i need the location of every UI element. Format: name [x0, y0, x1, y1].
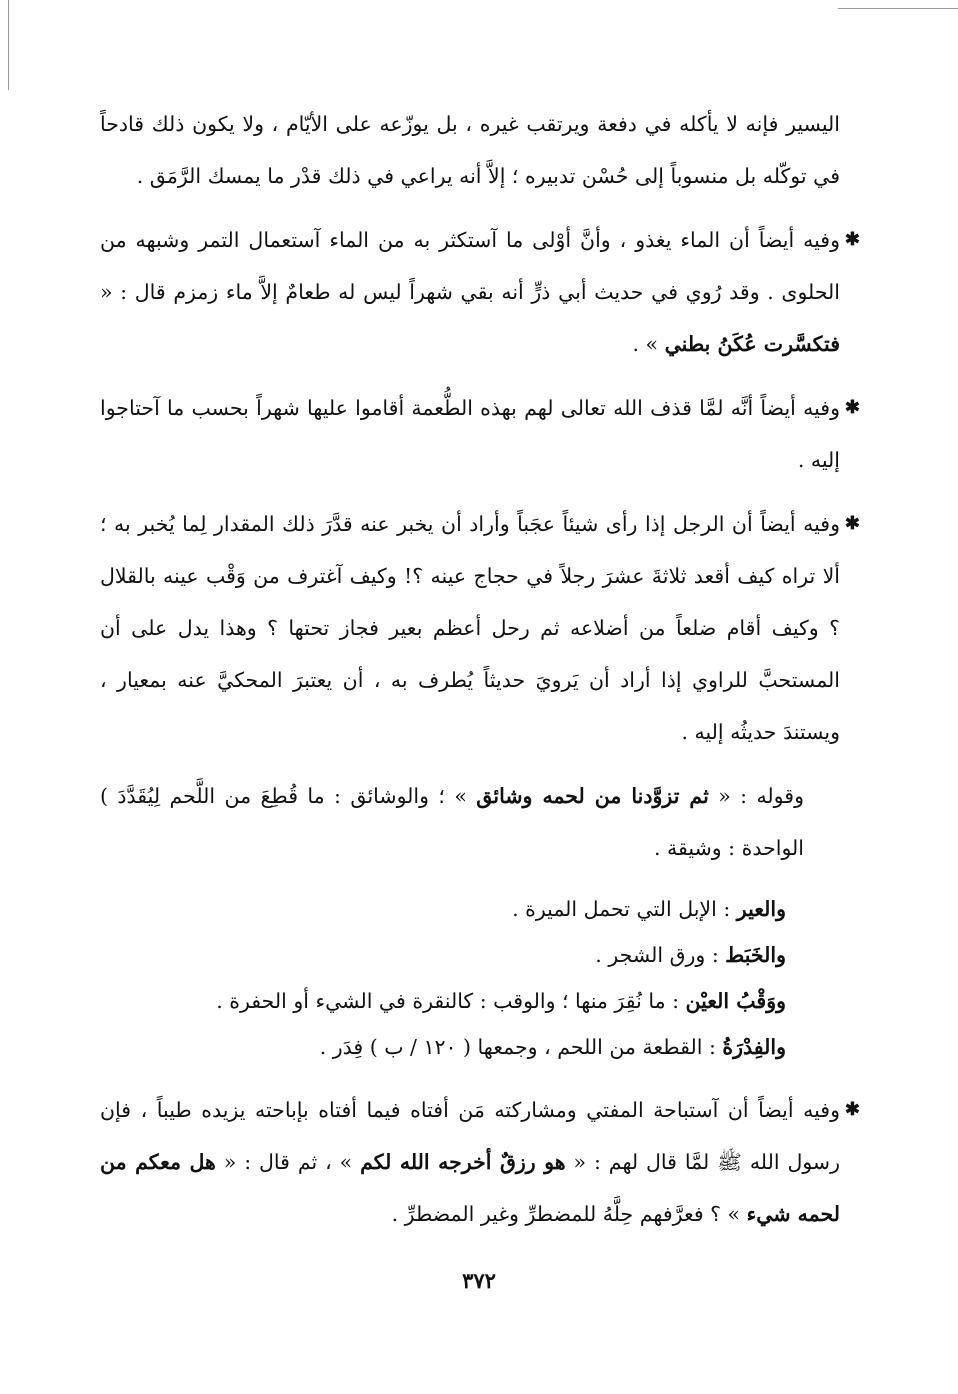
glossary-definition: : القطعة من اللحم ، وجمعها ( ١٢٠ / ب ) فِدَر . — [319, 1035, 723, 1059]
paragraph-3-text: وفيه أيضاً أنَّه لمَّا قذف الله تعالى لهم بهذه الطُّعمة أقاموا عليها شهراً بحسب ما آحتاجوا إليه . — [100, 396, 840, 472]
bullet-star-icon: ✱ — [844, 229, 860, 250]
paragraph-4 — [100, 498, 860, 758]
paragraph-1 — [100, 98, 840, 202]
glossary-list — [100, 886, 840, 1070]
glossary-item — [100, 1024, 786, 1070]
glossary-definition: : الإبل التي تحمل الميرة . — [512, 897, 737, 921]
paragraph-5-text: وقوله : « — [718, 784, 804, 808]
bullet-star-icon: ✱ — [844, 397, 860, 418]
paragraph-6 — [100, 1084, 860, 1240]
paragraph-2-quote: فتكسَّرت عُكَنُ بطني — [664, 332, 840, 356]
glossary-term: والفِدْرَةُ — [722, 1035, 786, 1059]
bullet-star-icon: ✱ — [844, 1099, 860, 1120]
glossary-term: والخَبَط — [725, 943, 786, 967]
glossary-term: ووَقْبُ العيْن — [685, 989, 786, 1013]
glossary-item — [100, 886, 786, 932]
bullet-star-icon: ✱ — [844, 513, 860, 534]
paragraph-3 — [100, 382, 860, 486]
glossary-definition: : ورق الشجر . — [595, 943, 726, 967]
paragraph-1-text: اليسير فإنه لا يأكله في دفعة ويرتقب غيره ، بل يوزّعه على الأيّام ، ولا يكون ذلك قادحاً في توكّله بل منسوباً إلى حُسْن تدبيره ؛ إلاَّ أنه يراعي في ذلك قدْر ما يمسك الرَّمَق . — [100, 112, 840, 188]
page-number: ٣٧٢ — [462, 1268, 496, 1293]
scan-edge-left — [8, 0, 9, 90]
paragraph-5 — [100, 770, 840, 874]
paragraph-6-text-end: » ؟ فعرَّفهم حِلَّهُ للمضطرِّ وغير المضطرِّ . — [391, 1202, 741, 1226]
scan-edge-top — [838, 8, 958, 9]
page-body — [100, 98, 860, 1252]
paragraph-5-text-end: » ؛ والوشائق : ما قُطِعَ من اللَّحم لِيُقَدَّدَ ) الواحدة : وشيقة . — [100, 784, 804, 860]
paragraph-6-text-middle: » ، ثم قال : « — [223, 1150, 353, 1174]
paragraph-6-quote-1: هو رزقٌ أخرجه الله لكم — [360, 1150, 566, 1174]
paragraph-6-text: وفيه أيضاً أن آستباحة المفتي ومشاركته مَن أفتاه فيما أفتاه بإباحته يزيده طيباً ، فإن رسول الله ﷺ لمَّا قال لهم : « — [100, 1098, 841, 1174]
paragraph-4-text: وفيه أيضاً أن الرجل إذا رأى شيئاً عجَباً وأراد أن يخبر عنه قدَّرَ ذلك المقدار لِما يُخبر به ؛ ألا تراه كيف أقعد ثلاثةَ عشرَ رجلاً في حجاج عينه ؟! وكيف آغترف من وَقْب عينه بالقلال ؟ وكيف أقام ضلعاً من أضلاعه ثم رحل أعظم بعير فجاز تحتها ؟ وهذا يدل على أن المستحبَّ للراوي إذا أراد أن يَرويَ حديثاً يُطرف به ، أن يعتبرَ المحكيَّ عنه بمعيار ، ويستندَ حديثُه إليه . — [100, 512, 840, 744]
paragraph-2-text-end: » . — [632, 332, 659, 356]
glossary-term: والعير — [736, 897, 786, 921]
paragraph-5-quote: ثم تزوَّدنا من لحمه وشائق — [476, 784, 709, 808]
paragraph-2-text: وفيه أيضاً أن الماء يغذو ، وأنَّ أوْلى ما آستكثر به من الماء آستعمال التمر وشبهه من الحلوى . وقد رُوي في حديث أبي ذرٍّ أنه بقي شهراً ليس له طعامٌ إلاَّ ماء زمزم قال : « — [100, 228, 840, 304]
paragraph-6-quote-2: هل معكم من لحمه شيء — [100, 1150, 840, 1226]
glossary-definition: : ما نُقِرَ منها ؛ والوقب : كالنقرة في الشيء أو الحفرة . — [216, 989, 686, 1013]
paragraph-2 — [100, 214, 860, 370]
glossary-item — [100, 932, 786, 978]
glossary-item — [100, 978, 786, 1024]
